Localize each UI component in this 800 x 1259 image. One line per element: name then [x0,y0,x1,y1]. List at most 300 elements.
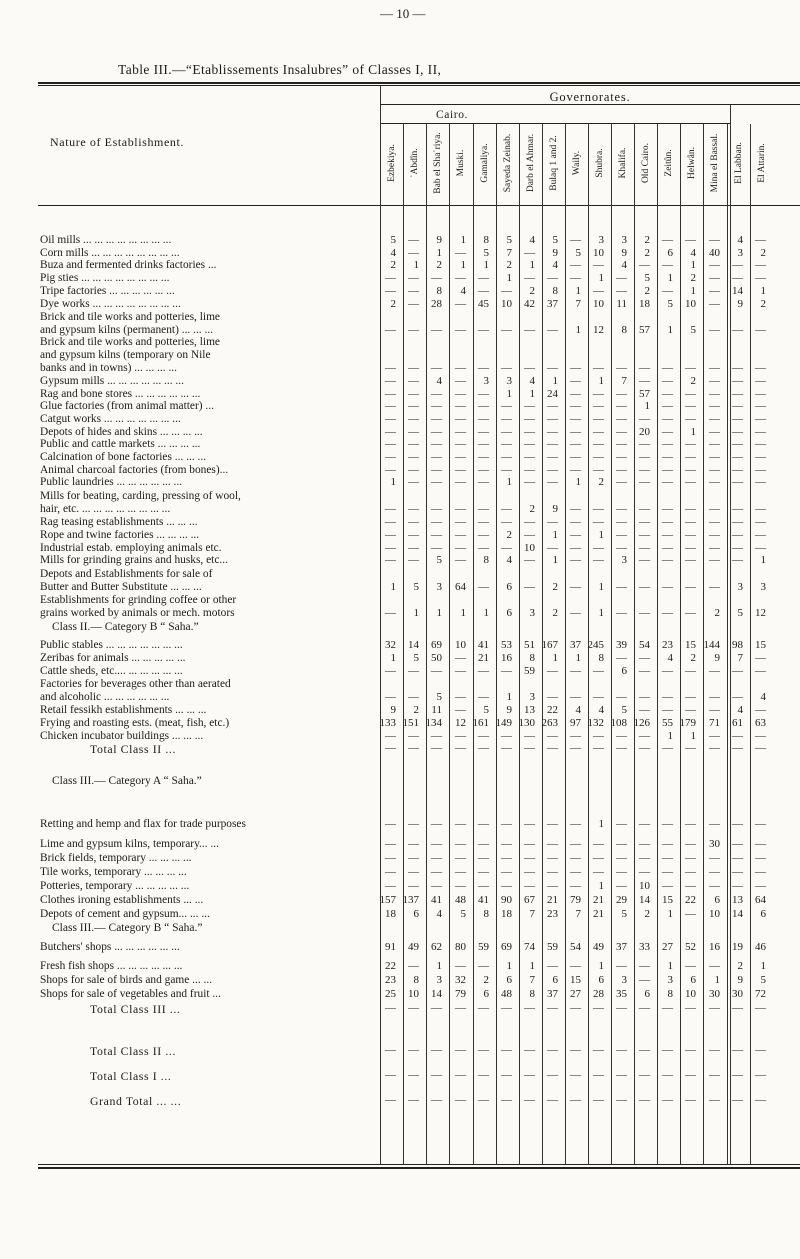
row-label: Brick and tile works and potteries, lime [40,336,220,348]
table-cell: — [639,451,650,463]
table-cell: 4 [598,704,604,716]
table-cell: — [385,818,396,830]
table-cell: — [408,691,419,703]
table-cell: — [431,838,442,850]
table-cell: — [616,285,627,297]
table-cell: 48 [455,894,466,906]
table-cell: — [431,665,442,677]
table-cell: — [685,691,696,703]
table-cell: — [408,838,419,850]
table-cell: — [547,324,558,336]
table-cell: — [662,542,673,554]
table-cell: 2 [552,581,558,593]
column-header-label: Shubra. [595,148,605,178]
table-cell: — [455,400,466,412]
table-cell: 48 [501,988,512,1000]
table-cell: 5 [760,974,766,986]
column-header-label: Khalifa. [618,147,628,179]
row-label: Butter and Butter Substitute ... ... ... [40,581,202,593]
table-cell: — [431,464,442,476]
table-cell: 21 [593,894,604,906]
table-cell: — [709,324,720,336]
table-cell: — [662,880,673,892]
table-cell: 8 [483,554,489,566]
table-cell: — [755,476,766,488]
table-cell: — [408,388,419,400]
table-cell: — [662,451,673,463]
table-cell: — [431,272,442,284]
table-cell: — [455,388,466,400]
table-cell: — [685,1002,696,1014]
column-header [681,124,703,202]
table-cell: — [570,691,581,703]
table-cell: — [662,665,673,677]
nature-of-establishment-heading: Nature of Establishment. [50,135,185,149]
table-cell: 7 [737,652,743,664]
table-cell: 9 [390,704,396,716]
table-cell: — [616,652,627,664]
table-cell: 4 [575,704,581,716]
table-cell: 8 [621,324,627,336]
table-cell: — [455,375,466,387]
table-cell: — [408,285,419,297]
table-cell: 167 [541,639,558,651]
table-cell: — [547,426,558,438]
table-cell: — [685,880,696,892]
table-cell: 53 [501,639,512,651]
row-label: Glue factories (from animal matter) ... [40,400,214,412]
table-cell: 1 [460,607,466,619]
table-cell: — [616,451,627,463]
table-cell: 2 [760,247,766,259]
row-label: Rag and bone stores ... ... ... ... ... ... [40,388,201,400]
table-cell: — [478,665,489,677]
table-cell: — [455,1002,466,1014]
table-cell: — [662,1094,673,1106]
table-cell: — [570,1069,581,1081]
table-cell: 8 [598,652,604,664]
table-cell: — [570,259,581,271]
table-cell: — [639,818,650,830]
table-cell: — [408,1094,419,1106]
table-cell: — [616,1069,627,1081]
table-cell: — [616,542,627,554]
table-cell: — [662,234,673,246]
table-cell: — [709,451,720,463]
table-cell: — [524,852,535,864]
table-cell: — [685,665,696,677]
table-cell: — [639,730,650,742]
table-cell: — [709,529,720,541]
table-cell: — [570,852,581,864]
table-cell: — [709,960,720,972]
table-cell: — [478,451,489,463]
table-cell: 15 [662,894,673,906]
table-cell: — [431,1044,442,1056]
table-cell: — [616,438,627,450]
column-header-label: Waily. [572,150,582,176]
table-cell: 3 [621,974,627,986]
table-cell: 1 [413,259,419,271]
table-cell: — [755,529,766,541]
table-cell: — [547,1002,558,1014]
table-cell: — [685,400,696,412]
column-header-label: Helwân. [687,147,697,179]
table-cell: — [385,464,396,476]
table-cell: — [732,1044,743,1056]
table-cell: 9 [552,247,558,259]
table-cell: — [616,388,627,400]
table-cell: — [593,691,604,703]
table-cell: — [755,730,766,742]
table-cell: 6 [413,908,419,920]
table-cell: 6 [483,988,489,1000]
table-cell: — [685,866,696,878]
table-cell: 2 [529,285,535,297]
column-header-label: Zeitûn. [664,149,674,177]
table-cell: — [662,285,673,297]
table-cell: 6 [621,665,627,677]
table-cell: 1 [460,234,466,246]
table-cell: 1 [667,960,673,972]
table-cell: — [685,388,696,400]
table-cell: — [685,852,696,864]
table-cell: 4 [760,691,766,703]
row-label: Catgut works ... ... ... ... ... ... ... [40,413,181,425]
table-cell: — [593,1002,604,1014]
table-cell: 71 [709,717,720,729]
table-cell: 6 [667,247,673,259]
table-cell: 263 [541,717,558,729]
table-cell: — [455,529,466,541]
table-cell: — [639,542,650,554]
table-cell: — [408,665,419,677]
table-cell: 1 [575,324,581,336]
table-cell: — [639,1044,650,1056]
column-header-label: El Labban. [734,142,744,184]
table-cell: — [732,476,743,488]
table-cell: — [732,838,743,850]
table-cell: 4 [390,247,396,259]
table-cell: — [524,451,535,463]
table-cell: 1 [598,581,604,593]
table-cell: 27 [570,988,581,1000]
table-cell: — [709,852,720,864]
table-cell: — [662,438,673,450]
table-cell: — [709,742,720,754]
table-cell: — [408,852,419,864]
table-cell: 1 [690,730,696,742]
table-cell: 3 [436,974,442,986]
table-cell: — [662,375,673,387]
table-cell: — [639,691,650,703]
column-header [566,124,588,202]
table-cell: — [570,234,581,246]
table-cell: 2 [690,272,696,284]
table-cell: — [593,730,604,742]
table-cell: — [570,1094,581,1106]
table-cell: 1 [506,960,512,972]
table-cell: 1 [598,529,604,541]
table-cell: — [570,503,581,515]
table-cell: — [455,413,466,425]
table-cell: — [593,1094,604,1106]
table-cell: — [755,880,766,892]
table-cell: — [755,362,766,374]
table-cell: — [478,818,489,830]
table-cell: — [431,1002,442,1014]
table-cell: 5 [390,234,396,246]
table-cell: — [685,704,696,716]
row-label: grains worked by animals or mech. motors [40,607,235,619]
table-cell: — [685,838,696,850]
table-cell: — [616,581,627,593]
table-cell: 13 [732,894,743,906]
table-cell: 4 [436,908,442,920]
table-cell: — [593,665,604,677]
table-cell: — [755,438,766,450]
table-cell: — [547,400,558,412]
table-cell: 1 [390,476,396,488]
table-cell: — [501,542,512,554]
table-cell: 64 [755,894,766,906]
table-cell: — [524,1069,535,1081]
table-cell: — [639,960,650,972]
table-cell: — [570,362,581,374]
table-cell: — [455,516,466,528]
table-cell: — [455,247,466,259]
table-cell: 50 [431,652,442,664]
table-cell: 79 [455,988,466,1000]
table-cell: — [662,388,673,400]
table-cell: — [385,503,396,515]
table-cell: 3 [760,581,766,593]
table-cell: — [524,742,535,754]
table-cell: — [431,438,442,450]
table-cell: — [478,464,489,476]
table-cell: — [732,324,743,336]
table-cell: — [616,426,627,438]
table-cell: — [501,503,512,515]
table-cell: — [524,838,535,850]
table-cell: — [709,272,720,284]
table-cell: — [570,413,581,425]
table-cell: — [732,665,743,677]
table-cell: 4 [552,259,558,271]
column-header [427,124,449,202]
row-label: Brick and tile works and potteries, lime [40,311,220,323]
table-cell: — [478,838,489,850]
table-cell: 1 [413,607,419,619]
row-label: banks and in towns) ... ... ... ... [40,362,177,374]
table-cell: — [593,516,604,528]
table-cell: — [408,818,419,830]
table-cell: — [639,464,650,476]
table-cell: — [385,554,396,566]
row-label: hair, etc. ... ... ... ... ... ... ... ... [40,503,171,515]
table-cell: — [501,818,512,830]
table-cell: — [685,362,696,374]
table-cell: 1 [598,880,604,892]
table-cell: 3 [529,691,535,703]
table-cell: — [732,866,743,878]
table-cell: 7 [506,247,512,259]
table-cell: — [662,516,673,528]
table-cell: — [709,1044,720,1056]
table-cell: — [732,1094,743,1106]
table-cell: — [455,464,466,476]
table-cell: 6 [644,988,650,1000]
table-cell: 1 [552,529,558,541]
table-cell: 6 [506,974,512,986]
column-header-label: Bab el Shaʿriya. [433,132,443,194]
table-cell: 3 [737,581,743,593]
table-cell: — [385,1094,396,1106]
table-cell: 108 [610,717,627,729]
table-cell: 5 [644,272,650,284]
column-header [497,124,519,202]
table-cell: — [593,742,604,754]
table-cell: — [547,516,558,528]
total-label: Total Class I ... [90,1069,172,1083]
table-cell: — [385,529,396,541]
table-cell: 37 [547,988,558,1000]
table-cell: — [385,1044,396,1056]
table-cell: 5 [621,908,627,920]
table-cell: — [501,324,512,336]
table-cell: 27 [662,941,673,953]
table-cell: 61 [732,717,743,729]
table-cell: — [431,362,442,374]
table-cell: 1 [598,960,604,972]
table-cell: — [478,324,489,336]
table-cell: — [755,1002,766,1014]
table-cell: — [408,742,419,754]
table-cell: 97 [570,717,581,729]
table-cell: — [732,259,743,271]
table-cell: — [547,838,558,850]
table-cell: — [547,730,558,742]
table-title: Table III.—“Etablissements Insalubres” of Classes I, II, [118,62,442,77]
table-cell: — [385,607,396,619]
table-cell: 11 [616,298,627,310]
table-cell: — [685,1094,696,1106]
table-cell: — [524,400,535,412]
table-cell: 1 [506,691,512,703]
table-cell: — [501,438,512,450]
table-cell: — [732,451,743,463]
table-cell: — [685,413,696,425]
table-cell: 6 [506,607,512,619]
table-cell: — [385,542,396,554]
table-cell: — [408,400,419,412]
table-cell: — [570,818,581,830]
table-cell: 59 [547,941,558,953]
table-cell: 19 [732,941,743,953]
table-cell: 9 [621,247,627,259]
table-cell: — [570,1002,581,1014]
table-cell: 1 [575,285,581,297]
table-cell: 23 [385,974,396,986]
table-cell: 1 [483,259,489,271]
table-cell: — [639,665,650,677]
table-cell: — [570,838,581,850]
table-cell: — [501,1069,512,1081]
table-cell: 5 [483,704,489,716]
table-cell: 9 [506,704,512,716]
table-cell: 18 [639,298,650,310]
table-cell: — [455,1094,466,1106]
table-cell: — [593,426,604,438]
table-cell: 2 [483,974,489,986]
table-cell: 132 [587,717,604,729]
table-cell: 10 [593,247,604,259]
cairo-heading: Cairo. [436,109,469,121]
table-cell: 23 [662,639,673,651]
table-cell: — [408,516,419,528]
table-cell: — [547,818,558,830]
row-label: Lime and gypsum kilns, temporary... ... [40,838,219,850]
table-cell: 1 [667,908,673,920]
table-cell: — [639,259,650,271]
table-cell: 1 [552,375,558,387]
table-cell: 5 [621,704,627,716]
table-cell: 57 [639,388,650,400]
table-cell: 130 [518,717,535,729]
table-cell: — [593,866,604,878]
row-label: Public and cattle markets ... ... ... ... [40,438,201,450]
table-cell: — [755,324,766,336]
table-cell: 1 [529,960,535,972]
table-cell: — [570,730,581,742]
table-cell: — [385,880,396,892]
table-cell: — [547,438,558,450]
table-cell: 22 [385,960,396,972]
table-cell: 32 [455,974,466,986]
table-cell: 1 [529,259,535,271]
table-cell: — [501,1044,512,1056]
table-cell: — [685,516,696,528]
row-label: Mills for grinding grains and husks, etc... [40,554,228,566]
table-cell: — [639,1094,650,1106]
table-cell: — [431,413,442,425]
table-cell: — [547,880,558,892]
row-label: and gypsum kilns (permanent) ... ... ... [40,324,214,336]
table-cell: — [385,272,396,284]
table-cell: 16 [709,941,720,953]
table-cell: 49 [593,941,604,953]
row-label: Shops for sale of birds and game ... ... [40,974,213,986]
table-cell: 14 [732,285,743,297]
total-label: Total Class III ... [90,1002,181,1016]
table-cell: — [616,866,627,878]
table-cell: 126 [633,717,650,729]
table-cell: — [639,838,650,850]
table-cell: — [570,400,581,412]
table-cell: — [478,1002,489,1014]
table-cell: — [547,1094,558,1106]
table-cell: 14 [732,908,743,920]
table-cell: — [593,285,604,297]
table-cell: 49 [408,941,419,953]
table-cell: 54 [639,639,650,651]
table-cell: 37 [547,298,558,310]
table-cell: — [547,852,558,864]
table-cell: 32 [385,639,396,651]
page-number: — 10 — [380,6,426,21]
row-label: Frying and roasting ests. (meat, fish, etc.) [40,717,230,729]
table-cell: 6 [690,974,696,986]
